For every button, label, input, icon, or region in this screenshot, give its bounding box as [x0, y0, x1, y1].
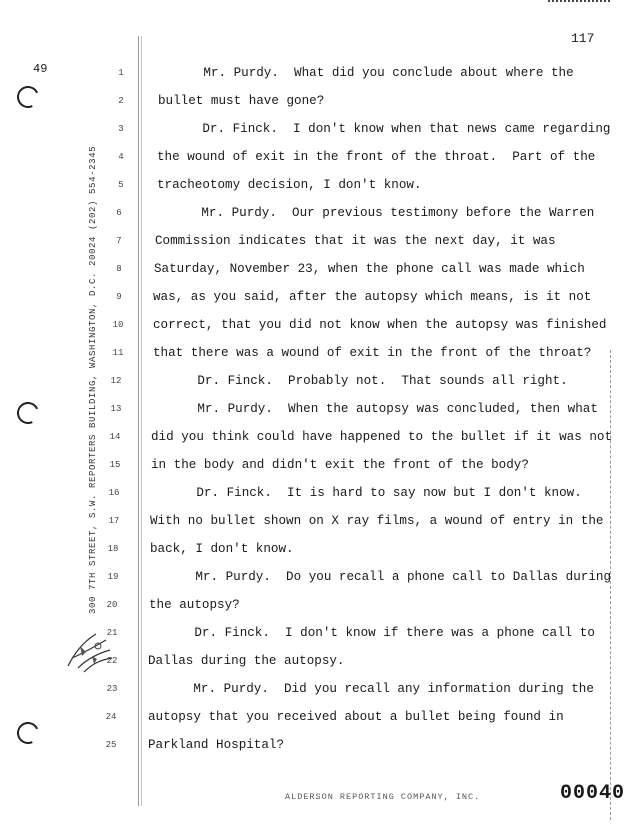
line-number: 25 — [105, 740, 117, 750]
reporter-seal-icon — [62, 628, 116, 674]
transcript-line: With no bullet shown on X ray films, a wound of entry in the — [150, 514, 604, 528]
transcript-line: Parkland Hospital? — [148, 738, 285, 752]
footer-company: ALDERSON REPORTING COMPANY, INC. — [285, 792, 481, 802]
line-number: 4 — [118, 152, 124, 162]
line-number: 3 — [118, 124, 124, 134]
line-number: 15 — [109, 460, 121, 470]
line-number: 14 — [109, 432, 121, 442]
line-number: 8 — [116, 264, 122, 274]
transcript-line: in the body and didn't exit the front of the body? — [151, 458, 529, 472]
punch-hole-icon — [14, 719, 42, 747]
transcript-line: the wound of exit in the front of the throat. Part of the — [157, 150, 596, 164]
transcript-line: did you think could have happened to the bullet if it was not — [151, 430, 613, 444]
line-number: 20 — [106, 600, 118, 610]
transcript-line: Mr. Purdy. What did you conclude about where the — [158, 66, 574, 80]
transcript-line: back, I don't know. — [150, 542, 294, 556]
transcript-line: was, as you said, after the autopsy which means, is it not — [153, 290, 592, 304]
punch-hole-icon — [14, 83, 42, 111]
transcript-line: Dr. Finck. I don't know when that news came regarding — [157, 122, 611, 136]
line-number: 21 — [106, 628, 118, 638]
line-number: 1 — [118, 68, 124, 78]
transcript-line: Dr. Finck. It is hard to say now but I don't know. — [151, 486, 582, 500]
top-edge-mark — [548, 0, 610, 6]
transcript-line: Mr. Purdy. Our previous testimony before the Warren — [156, 206, 595, 220]
transcript-line: Commission indicates that it was the next day, it was — [155, 234, 556, 248]
right-margin-rule — [610, 350, 612, 820]
transcript-line: that there was a wound of exit in the front of the throat? — [153, 346, 592, 360]
line-number: 12 — [110, 376, 122, 386]
document-number: 00040 — [560, 782, 626, 805]
transcript-line: Mr. Purdy. Did you recall any information during the — [148, 682, 594, 696]
line-number: 23 — [106, 684, 118, 694]
transcript-line: Dallas during the autopsy. — [148, 654, 345, 668]
transcript-line: the autopsy? — [149, 598, 240, 612]
transcript-line: Dr. Finck. I don't know if there was a phone call to — [149, 626, 595, 640]
line-number: 7 — [116, 236, 122, 246]
line-number: 9 — [116, 292, 122, 302]
reporter-address-vertical: 300 7TH STREET, S.W. REPORTERS BUILDING, WASHINGTON, D.C. 20024 (202) 554-2345 — [88, 145, 98, 614]
line-number: 16 — [108, 488, 120, 498]
transcript-line: tracheotomy decision, I don't know. — [157, 178, 422, 192]
line-number: 22 — [106, 656, 118, 666]
line-number: 17 — [108, 516, 120, 526]
line-number: 11 — [112, 348, 124, 358]
transcript-line: Mr. Purdy. When the autopsy was concluded, then what — [152, 402, 598, 416]
line-number: 2 — [118, 96, 124, 106]
margin-rule — [141, 36, 142, 806]
punch-hole-icon — [14, 399, 42, 427]
line-number: 13 — [110, 404, 122, 414]
page-number: 117 — [571, 31, 595, 46]
transcript-line: autopsy that you received about a bullet being found in — [148, 710, 564, 724]
line-number: 18 — [107, 544, 119, 554]
transcript-line: correct, that you did not know when the autopsy was finished — [153, 318, 607, 332]
transcript-line: Saturday, November 23, when the phone call was made which — [154, 262, 585, 276]
line-number: 5 — [118, 180, 124, 190]
transcript-line: Mr. Purdy. Do you recall a phone call to Dallas during — [150, 570, 612, 584]
margin-rule — [138, 36, 139, 806]
left-page-number: 49 — [33, 62, 48, 76]
line-number: 6 — [116, 208, 122, 218]
line-number: 10 — [112, 320, 124, 330]
line-number: 19 — [107, 572, 119, 582]
line-number: 24 — [105, 712, 117, 722]
transcript-line: Dr. Finck. Probably not. That sounds all right. — [152, 374, 568, 388]
transcript-line: bullet must have gone? — [158, 94, 325, 108]
